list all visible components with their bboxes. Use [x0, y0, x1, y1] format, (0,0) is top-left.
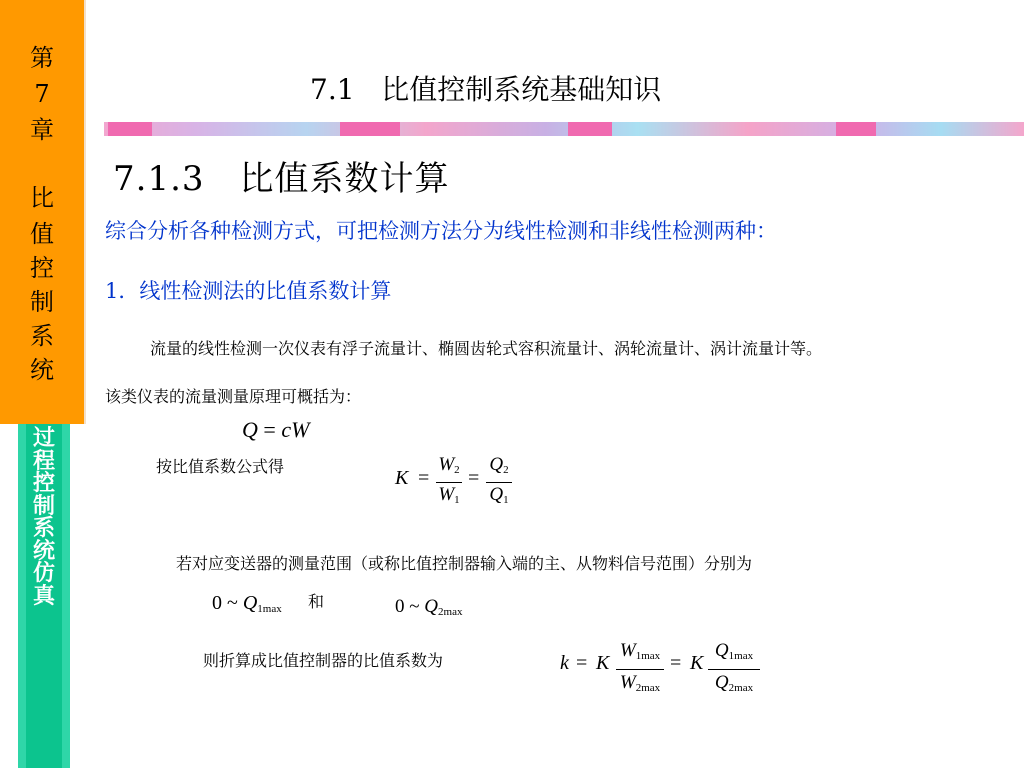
- formula-var: Q: [242, 417, 258, 442]
- chapter-char: 系: [30, 322, 54, 350]
- fraction-w: $\frac{W_2}{W_1}$: [436, 453, 462, 512]
- chapter-char: 章: [30, 116, 54, 144]
- course-char: 程: [32, 448, 55, 474]
- course-char: 系: [32, 516, 55, 541]
- chapter-char: 7: [34, 80, 50, 108]
- paragraph-instruments: 流量的线性检测一次仪表有浮子流量计、椭圆齿轮式容积流量计、涡轮流量计、涡计流量计等。: [150, 339, 823, 358]
- sidebar-divider: [84, 0, 86, 424]
- decorative-segment: [340, 122, 400, 136]
- formula-range-1: 0 ~ $Q_{1max}$: [212, 592, 282, 615]
- formula-var: K: [596, 652, 610, 674]
- and-word: 和: [308, 592, 325, 611]
- decorative-segment: [836, 122, 876, 136]
- chapter-char: 值: [30, 220, 54, 248]
- course-char: 统: [32, 538, 55, 564]
- decorative-segment: [568, 122, 612, 136]
- course-char: 制: [32, 493, 55, 519]
- chapter-char: 第: [30, 44, 54, 72]
- paragraph-range: 若对应变送器的测量范围（或称比值控制器输入端的主、从物料信号范围）分别为: [176, 554, 753, 573]
- fraction-q: $\frac{Q_2}{Q_1}$: [486, 453, 512, 512]
- fraction-q-max: $Q_{1max}$ $Q_{2max}$: [708, 638, 760, 701]
- label-formula: 按比值系数公式得: [156, 457, 285, 476]
- chapter-char: 统: [30, 356, 54, 384]
- course-char: 仿: [32, 561, 55, 586]
- intro-text: 综合分析各种检测方式，可把检测方法分为线性检测和非线性检测两种：: [105, 219, 777, 243]
- formula-var: cW: [281, 417, 310, 442]
- chapter-char: 比: [30, 184, 54, 212]
- page-title: 7.1 比值控制系统基础知识: [310, 73, 662, 106]
- formula-q-cw: [242, 416, 309, 444]
- formula-op: =: [418, 467, 430, 489]
- formula-op: =: [576, 652, 588, 674]
- chapter-char: 控: [30, 254, 54, 282]
- formula-var: K: [395, 467, 409, 489]
- course-title: [18, 428, 70, 608]
- decorative-segment: [108, 122, 152, 136]
- fraction-w-max: $W_{1max}$ $W_{2max}$: [616, 638, 664, 701]
- subheading: 1．线性检测法的比值系数计算: [105, 279, 392, 303]
- formula-var: k: [560, 652, 569, 674]
- decorative-bar: [104, 122, 1024, 136]
- formula-var: K: [690, 652, 704, 674]
- course-char: 控: [32, 471, 55, 496]
- chapter-char: 制: [30, 288, 54, 316]
- formula-range-2: 0 ~ $Q_{2max}$: [395, 596, 463, 618]
- formula-op: =: [468, 467, 480, 489]
- formula-op: =: [263, 417, 276, 442]
- course-char: 真: [32, 583, 55, 609]
- course-char: 过: [32, 426, 55, 451]
- label-convert: 则折算成比值控制器的比值系数为: [203, 651, 444, 670]
- paragraph-principle: 该类仪表的流量测量原理可概括为：: [105, 387, 362, 406]
- section-title: 7.1.3 比值系数计算: [113, 159, 450, 199]
- formula-op: =: [670, 652, 682, 674]
